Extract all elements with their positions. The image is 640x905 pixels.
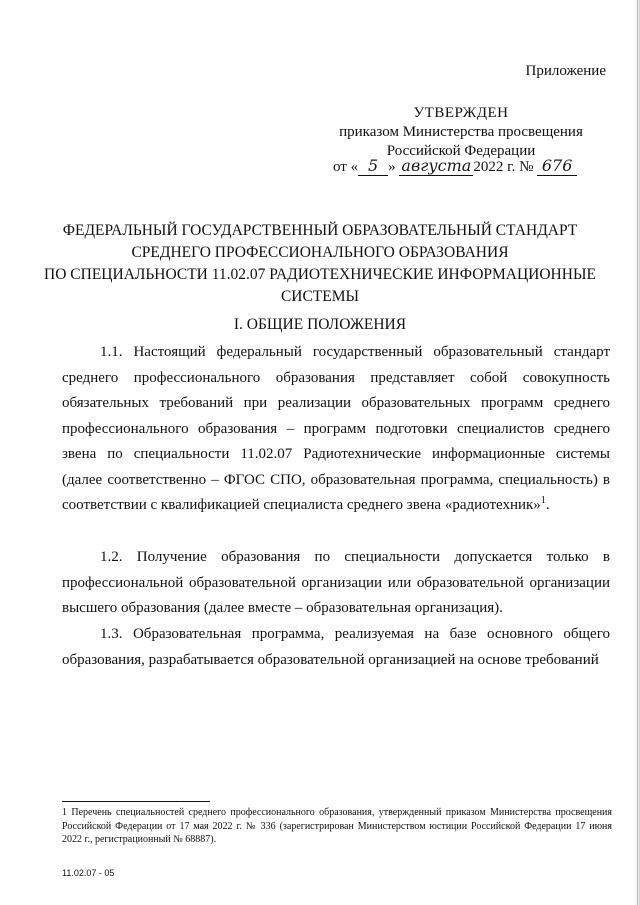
section-heading: I. ОБЩИЕ ПОЛОЖЕНИЯ [233,316,407,333]
order-date-line [333,156,589,176]
footnote-1 [62,806,612,847]
document-code: 11.02.07 - 05 [62,868,115,878]
appendix-label: Приложение [525,63,606,79]
paragraph-1-1 [62,340,610,519]
footnote-mark: 1 [62,807,67,818]
approval-stamp-block [333,104,589,161]
order-prefix: от « [333,159,359,175]
paragraph-1-3 [62,622,610,673]
order-year: 2022 г. № [473,159,534,175]
order-day-handwritten: 5 [358,156,388,176]
paragraph-1-2 [62,545,610,622]
footnote-ref-1: 1 [540,495,546,506]
standard-title-line2: СРЕДНЕГО ПРОФЕССИОНАЛЬНОГО ОБРАЗОВАНИЯ [131,244,509,261]
paragraph-1-1-text: 1.1. Настоящий федеральный государственный образовательный стандарт среднего профессионального образования представляет собой совокупность обязательных требований при реализации образовательных программ среднего профессионального образования – программ подготовки специалистов среднего звена по специальности 11.02.07 Радиотехнические информационные системы (далее соответственно – ФГОС СПО, образовательная программа, специальность) в соответствии с квалификацией специалиста среднего звена «радиотехник» [62,344,610,513]
standard-title-line1: ФЕДЕРАЛЬНЫЙ ГОСУДАРСТВЕННЫЙ ОБРАЗОВАТЕЛЬНЫЙ СТАНДАРТ [62,222,578,239]
standard-title [40,220,600,308]
standard-title-line4: СИСТЕМЫ [280,288,360,305]
order-issuer-line2: Российской Федерации [386,143,536,159]
paragraph-1-1-end: . [545,497,550,513]
footnote-separator [62,801,210,802]
order-month-handwritten: августа [399,156,473,176]
order-quote-close: » [388,159,396,175]
order-number-handwritten: 676 [537,156,577,176]
order-issuer-line1: приказом Министерства просвещения [339,124,583,140]
footnote-text: Перечень специальностей среднего профессионального образования, утвержденный приказом Министерства просвещения Российской Федерации от 17 мая 2022 г. № 336 (зарегистрирован Министерством юстиции Российской Федерации 17 июня 2022 г., регистрационный № 68887). [62,807,613,845]
paragraph-1-3-text: 1.3. Образовательная программа, реализуемая на базе основного общего образования, разрабатывается образовательной организацией на основе требований [62,626,610,668]
approved-heading: УТВЕРЖДЕН [413,105,509,121]
standard-title-line3: ПО СПЕЦИАЛЬНОСТИ 11.02.07 РАДИОТЕХНИЧЕСКИЕ ИНФОРМАЦИОННЫЕ [44,266,596,283]
scan-page-edge [635,0,640,905]
paragraph-1-2-text: 1.2. Получение образования по специальности допускается только в профессиональной образовательной организации или образовательной организации высшего образования (далее вместе – образовательная организация). [62,549,610,616]
